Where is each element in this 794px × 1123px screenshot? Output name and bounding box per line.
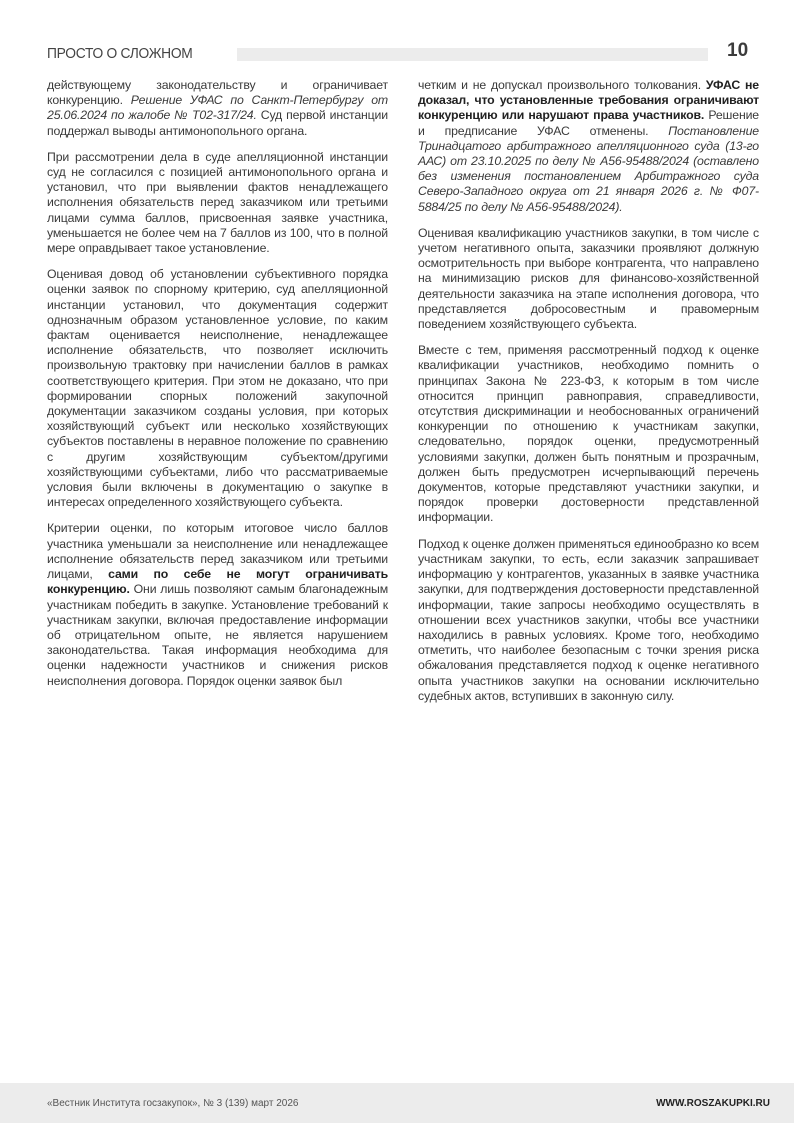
paragraph: [47, 78, 388, 139]
right-column: [418, 78, 759, 715]
text: четким и не допускал произвольного толкования.: [418, 78, 706, 92]
page-footer: [0, 1083, 794, 1123]
article-body: [47, 78, 759, 715]
text: Решение и предписание УФАС отменены.: [418, 108, 759, 138]
text: действующему законодательству и ограничивает конкуренцию.: [47, 78, 388, 108]
paragraph: Вместе с тем, применяя рассмотренный подход к оценке квалификации участников, необходимо помнить о принципах Закона № 223-ФЗ, к которым в том числе относится принцип равноправия, справедливости, отсутствия дискриминации и необоснованных ограничений конкуренции по отношению к участникам закупки, следовательно, порядок оценки, предусмотренный условиями закупки, должен быть понятным и прозрачным, должен быть предусмотрен исчерпывающий перечень документов, которые представляют участники закупки, и порядок проверки достоверности представленной информации.: [418, 343, 759, 525]
emphasis: сами по себе не могут ограничивать конкуренцию.: [47, 567, 388, 597]
publication-info: «Вестник Института госзакупок», № 3 (139) март 2026: [47, 1097, 299, 1109]
paragraph: Подход к оценке должен применяться единообразно ко всем участникам закупки, то есть, если заказчик запрашивает информацию у контрагентов, указанных в заявке участника закупки, для подтверждения достоверности представленной информации, такие запросы необходимо осуществлять в отношении всех участников закупки, чтобы все участники находились в равных условиях. Кроме того, необходимо отметить, что наиболее безопасным с точки зрения риска обжалования представляется подход к оценке негативного опыта участников закупки на основании исключительно судебных актов, вступивших в законную силу.: [418, 536, 759, 703]
paragraph: При рассмотрении дела в суде апелляционной инстанции суд не согласился с позицией антимонопольного органа и установил, что при выявлении фактов ненадлежащего исполнения обязательств перед заказчиком или третьими лицами сумма баллов, присвоенная заявке участника, уменьшается не более чем на 7 баллов из 100, что в полной мере оправдывает такое установление.: [47, 149, 388, 256]
text: Критерии оценки, по которым итоговое число баллов участника уменьшали за неисполнение или ненадлежащее исполнение обязательств перед заказчиком или третьими лицами,: [47, 521, 388, 582]
citation: Решение УФАС по Санкт-Петербургу от 25.06.2024 по жалобе № Т02-317/24.: [47, 93, 388, 123]
paragraph: [418, 78, 759, 215]
section-title: ПРОСТО О СЛОЖНОМ: [47, 44, 193, 62]
page-number: 10: [727, 40, 749, 61]
paragraph: Оценивая довод об установлении субъективного порядка оценки заявок по спорному критерию, суд апелляционной инстанции установил, что документация содержит однозначным образом установленное условие, по каким фактам оценивается неисполнение, ненадлежащее исполнение обязательств, что позволяет исключить произвольную трактовку при начислении баллов в рамках соответствующего критерия. При этом не доказано, что при формировании спорных положений закупочной документации заказчиком созданы условия, при которых хозяйствующий субъект или несколько хозяйствующих субъектов поставлены в неравное положение по сравнению с другим хозяйствующим субъектом/другими хозяйствующими субъектами, либо что рассматриваемые условия были включены в документацию о закупке в интересах определенного хозяйствующего субъекта.: [47, 267, 388, 510]
left-column: [47, 78, 388, 715]
paragraph: Оценивая квалификацию участников закупки, в том числе с учетом негативного опыта, заказчики проявляют должную осмотрительность при выборе контрагента, что направлено на минимизацию рисков для финансово-хозяйственной деятельности заказчика на этапе исполнения договора, что представляется добросовестным и правомерным поведением хозяйствующего субъекта.: [418, 225, 759, 332]
text: Они лишь позволяют самым благонадежным участникам победить в закупке. Установление требований к участникам закупки, включая предоставление информации об отрицательном опыте, не является нарушением законодательства. Такая информация необходима для оценки надежности участников и снижения рисков неисполнения договора. Порядок оценки заявок был: [47, 582, 388, 688]
website-link[interactable]: WWW.ROSZAKUPKI.RU: [656, 1097, 770, 1109]
paragraph: [47, 521, 388, 688]
text: Суд первой инстанции поддержал выводы антимонопольного органа.: [47, 108, 388, 138]
page-header: [47, 38, 770, 68]
header-divider-bar: [237, 48, 708, 61]
emphasis: УФАС не доказал, что установленные требования ограничивают конкуренцию или нарушают права участников.: [418, 78, 759, 123]
citation: Постановление Тринадцатого арбитражного апелляционного суда (13-го ААС) от 23.10.2025 по делу № А56-95488/2024 (оставлено без изменения постановлением Арбитражного суда Северо-Западного округа от 21 января 2026 г. № Ф07-5884/25 по делу № А56-95488/2024).: [418, 123, 759, 214]
